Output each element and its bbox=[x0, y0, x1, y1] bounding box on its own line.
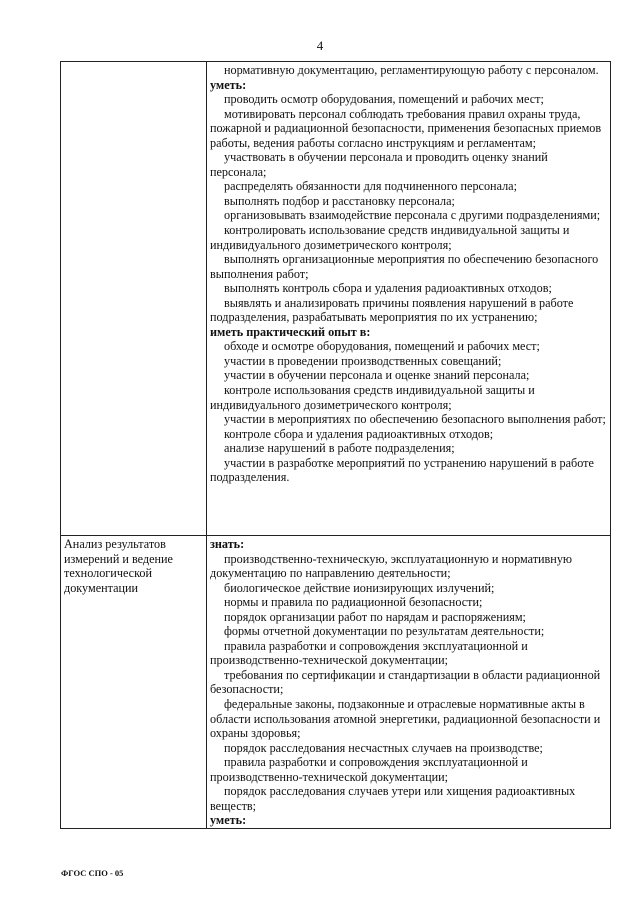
page-number: 4 bbox=[316, 38, 324, 53]
requirement-item: выполнять контроль сбора и удаления радиоактивных отходов; bbox=[224, 281, 552, 296]
subsection-heading: уметь: bbox=[210, 813, 247, 828]
requirement-item: формы отчетной документации по результатам деятельности; bbox=[224, 624, 545, 639]
requirement-item: проводить осмотр оборудования, помещений и рабочих мест; bbox=[224, 92, 544, 107]
table-row bbox=[61, 62, 611, 536]
requirement-item: порядок расследования несчастных случаев на производстве; bbox=[224, 740, 543, 755]
requirement-item: выполнять подбор и расстановку персонала; bbox=[224, 193, 455, 208]
subsection-heading: уметь: bbox=[210, 77, 247, 92]
subsection-heading: знать: bbox=[210, 537, 245, 551]
requirement-item: производственно-техническую, эксплуатационную и нормативную документацию по направлению деятельности; bbox=[210, 551, 573, 581]
table-row bbox=[61, 536, 611, 829]
footer-code: ФГОС СПО - 05 bbox=[61, 868, 124, 878]
requirement-item: участии в проведении производственных совещаний; bbox=[224, 353, 502, 368]
section-name-cell bbox=[61, 62, 207, 536]
requirement-item: федеральные законы, подзаконные и отраслевые нормативные акты в области использования атомной энергетики, радиационной безопасности и охраны здоровья; bbox=[210, 697, 601, 741]
requirement-item: обходе и осмотре оборудования, помещений и рабочих мест; bbox=[224, 339, 540, 354]
requirement-item: правила разработки и сопровождения эксплуатационной и производственно-технической документации; bbox=[210, 755, 528, 784]
requirement-item: участии в разработке мероприятий по устранению нарушений в работе подразделения. bbox=[210, 455, 594, 485]
requirement-item: распределять обязанности для подчиненного персонала; bbox=[224, 179, 517, 194]
requirement-item: организовывать взаимодействие персонала с другими подразделениями; bbox=[224, 208, 601, 223]
requirements-cell bbox=[207, 62, 611, 536]
competency-table bbox=[60, 61, 611, 829]
requirement-item: участвовать в обучении персонала и проводить оценку знаний персонала; bbox=[210, 150, 548, 179]
requirement-item: контроле использования средств индивидуальной защиты и индивидуального дозиметрического контроля; bbox=[210, 383, 535, 412]
requirement-item: биологическое действие ионизирующих излучений; bbox=[224, 580, 495, 595]
requirement-item: выполнять организационные мероприятия по обеспечению безопасного выполнения работ; bbox=[210, 252, 599, 281]
section-name: Анализ результатов измерений и ведение технологической документации bbox=[64, 537, 173, 595]
requirement-item: правила разработки и сопровождения эксплуатационной и производственно-технической документации; bbox=[210, 638, 528, 668]
requirement-item: требования по сертификации и стандартизации в области радиационной безопасности; bbox=[210, 667, 601, 697]
requirement-item: нормативную документацию, регламентирующую работу с персоналом. bbox=[224, 63, 599, 77]
subsection-heading: иметь практический опыт в: bbox=[210, 324, 371, 339]
requirement-item: анализе нарушений в работе подразделения; bbox=[224, 441, 455, 456]
section-name-cell bbox=[61, 536, 207, 829]
requirement-item: контроле сбора и удаления радиоактивных отходов; bbox=[224, 426, 494, 441]
requirement-item: участии в обучении персонала и оценке знаний персонала; bbox=[224, 368, 530, 383]
requirement-item: порядок организации работ по нарядам и распоряжениям; bbox=[224, 609, 526, 624]
requirement-item: мотивировать персонал соблюдать требования правил охраны труда, пожарной и радиационной безопасности, применения безопасных приемов работы, ведения работы согласно инструкциям и регламентам; bbox=[210, 106, 602, 150]
requirement-item: участии в мероприятиях по обеспечению безопасного выполнения работ; bbox=[224, 412, 606, 427]
requirement-item: нормы и правила по радиационной безопасности; bbox=[224, 595, 483, 610]
requirements-cell bbox=[207, 536, 611, 829]
requirement-item: выявлять и анализировать причины появления нарушений в работе подразделения, разрабатывать мероприятия по их устранению; bbox=[210, 295, 574, 325]
requirement-item: контролировать использование средств индивидуальной защиты и индивидуального дозиметрического контроля; bbox=[210, 223, 570, 252]
requirements-list bbox=[210, 537, 607, 828]
requirement-item: порядок расследования случаев утери или хищения радиоактивных веществ; bbox=[210, 784, 576, 813]
requirements-list bbox=[210, 63, 607, 485]
